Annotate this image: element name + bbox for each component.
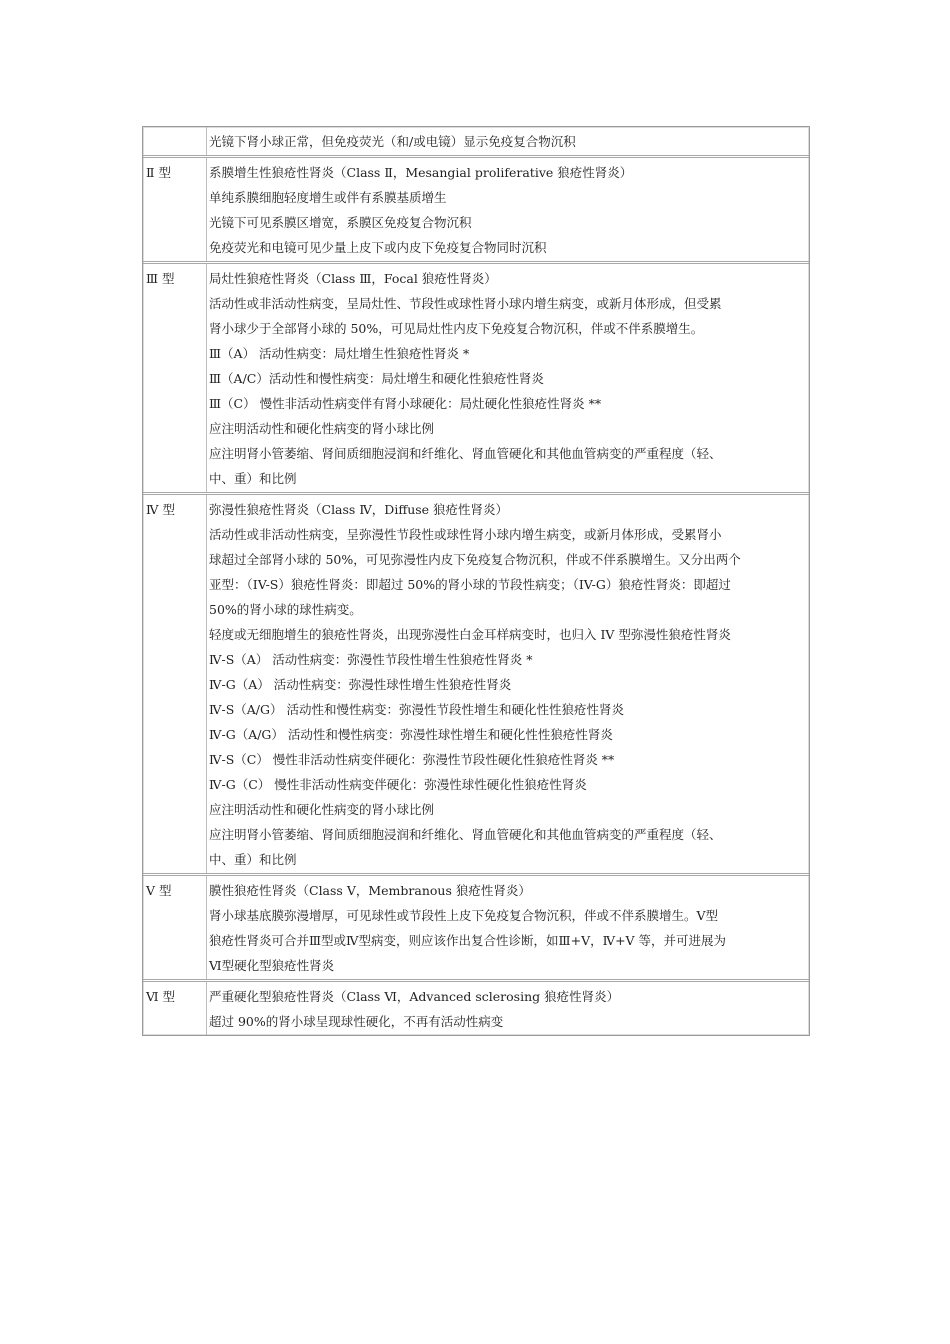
- class-description: [207, 982, 809, 1035]
- class-label: Ⅲ 型: [143, 264, 207, 492]
- description-line: Ⅳ-S（A/G） 活动性和慢性病变：弥漫性节段性增生和硬化性性狼疮性肾炎: [209, 702, 624, 717]
- description-line: Ⅳ-G（A） 活动性病变：弥漫性球性增生性狼疮性肾炎: [209, 677, 512, 692]
- description-line: 光镜下肾小球正常，但免疫荧光（和/或电镜）显示免疫复合物沉积: [209, 134, 576, 149]
- lupus-nephritis-classification-table: [142, 126, 810, 1036]
- description-line: 光镜下可见系膜区增宽，系膜区免疫复合物沉积: [209, 215, 472, 230]
- description-line: 膜性狼疮性肾炎（Class Ⅴ，Membranous 狼疮性肾炎）: [209, 883, 531, 898]
- table-row: [143, 158, 809, 264]
- description-line: 弥漫性狼疮性肾炎（Class Ⅳ，Diffuse 狼疮性肾炎）: [209, 502, 509, 517]
- table-row: [143, 876, 809, 982]
- description-line: 肾小球少于全部肾小球的 50%，可见局灶性内皮下免疫复合物沉积，伴或不伴系膜增生。: [209, 321, 704, 336]
- description-line: 严重硬化型狼疮性肾炎（Class Ⅵ，Advanced sclerosing 狼疮性肾炎）: [209, 989, 620, 1004]
- description-line: 活动性或非活动性病变，呈局灶性、节段性或球性肾小球内增生病变，或新月体形成，但受累: [209, 296, 722, 311]
- description-line: 肾小球基底膜弥漫增厚，可见球性或节段性上皮下免疫复合物沉积，伴或不伴系膜增生。Ⅴ型: [209, 908, 719, 923]
- description-line: 亚型：（IV-S）狼疮性肾炎：即超过 50%的肾小球的节段性病变；（IV-G）狼疮性肾炎：即超过: [209, 577, 731, 592]
- description-line: 球超过全部肾小球的 50%，可见弥漫性内皮下免疫复合物沉积，伴或不伴系膜增生。又分出两个: [209, 552, 741, 567]
- class-label: Ⅱ 型: [143, 158, 207, 261]
- description-line: Ⅳ-S（A） 活动性病变：弥漫性节段性增生性狼疮性肾炎 *: [209, 652, 533, 667]
- description-line: Ⅳ-G（A/G） 活动性和慢性病变：弥漫性球性增生和硬化性性狼疮性肾炎: [209, 727, 613, 742]
- description-line: Ⅲ（C） 慢性非活动性病变伴有肾小球硬化：局灶硬化性狼疮性肾炎 **: [209, 396, 602, 411]
- description-line: Ⅳ-S（C） 慢性非活动性病变伴硬化：弥漫性节段性硬化性狼疮性肾炎 **: [209, 752, 615, 767]
- description-line: 中、重）和比例: [209, 471, 297, 486]
- table-row: [143, 127, 809, 158]
- table-row: [143, 982, 809, 1035]
- class-description: [207, 127, 809, 155]
- class-label: Ⅳ 型: [143, 495, 207, 873]
- description-line: 中、重）和比例: [209, 852, 297, 867]
- class-description: [207, 495, 809, 873]
- class-label: Ⅴ 型: [143, 876, 207, 979]
- description-line: 单纯系膜细胞轻度增生或伴有系膜基质增生: [209, 190, 447, 205]
- description-line: 应注明活动性和硬化性病变的肾小球比例: [209, 421, 435, 436]
- description-line: Ⅲ（A/C）活动性和慢性病变：局灶增生和硬化性狼疮性肾炎: [209, 371, 544, 386]
- class-label: Ⅵ 型: [143, 982, 207, 1035]
- class-label: [143, 127, 207, 155]
- class-description: [207, 876, 809, 979]
- description-line: Ⅳ-G（C） 慢性非活动性病变伴硬化：弥漫性球性硬化性狼疮性肾炎: [209, 777, 587, 792]
- description-line: 应注明肾小管萎缩、肾间质细胞浸润和纤维化、肾血管硬化和其他血管病变的严重程度（轻、: [209, 827, 722, 842]
- description-line: 轻度或无细胞增生的狼疮性肾炎，出现弥漫性白金耳样病变时，也归入 IV 型弥漫性狼疮性肾炎: [209, 627, 731, 642]
- description-line: 活动性或非活动性病变，呈弥漫性节段性或球性肾小球内增生病变，或新月体形成，受累肾小: [209, 527, 722, 542]
- description-line: 应注明肾小管萎缩、肾间质细胞浸润和纤维化、肾血管硬化和其他血管病变的严重程度（轻、: [209, 446, 722, 461]
- description-line: 局灶性狼疮性肾炎（Class Ⅲ，Focal 狼疮性肾炎）: [209, 271, 497, 286]
- class-description: [207, 158, 809, 261]
- description-line: 应注明活动性和硬化性病变的肾小球比例: [209, 802, 435, 817]
- description-line: 50%的肾小球的球性病变。: [209, 602, 362, 617]
- table-row: [143, 264, 809, 495]
- description-line: Ⅲ（A） 活动性病变：局灶增生性狼疮性肾炎 *: [209, 346, 470, 361]
- description-line: 超过 90%的肾小球呈现球性硬化，不再有活动性病变: [209, 1014, 504, 1029]
- description-line: 免疫荧光和电镜可见少量上皮下或内皮下免疫复合物同时沉积: [209, 240, 547, 255]
- description-line: 系膜增生性狼疮性肾炎（Class Ⅱ，Mesangial proliferative 狼疮性肾炎）: [209, 165, 633, 180]
- description-line: Ⅵ型硬化型狼疮性肾炎: [209, 958, 335, 973]
- table-row: [143, 495, 809, 876]
- class-description: [207, 264, 809, 492]
- description-line: 狼疮性肾炎可合并Ⅲ型或Ⅳ型病变，则应该作出复合性诊断，如Ⅲ+Ⅴ，Ⅳ+Ⅴ 等，并可进展为: [209, 933, 727, 948]
